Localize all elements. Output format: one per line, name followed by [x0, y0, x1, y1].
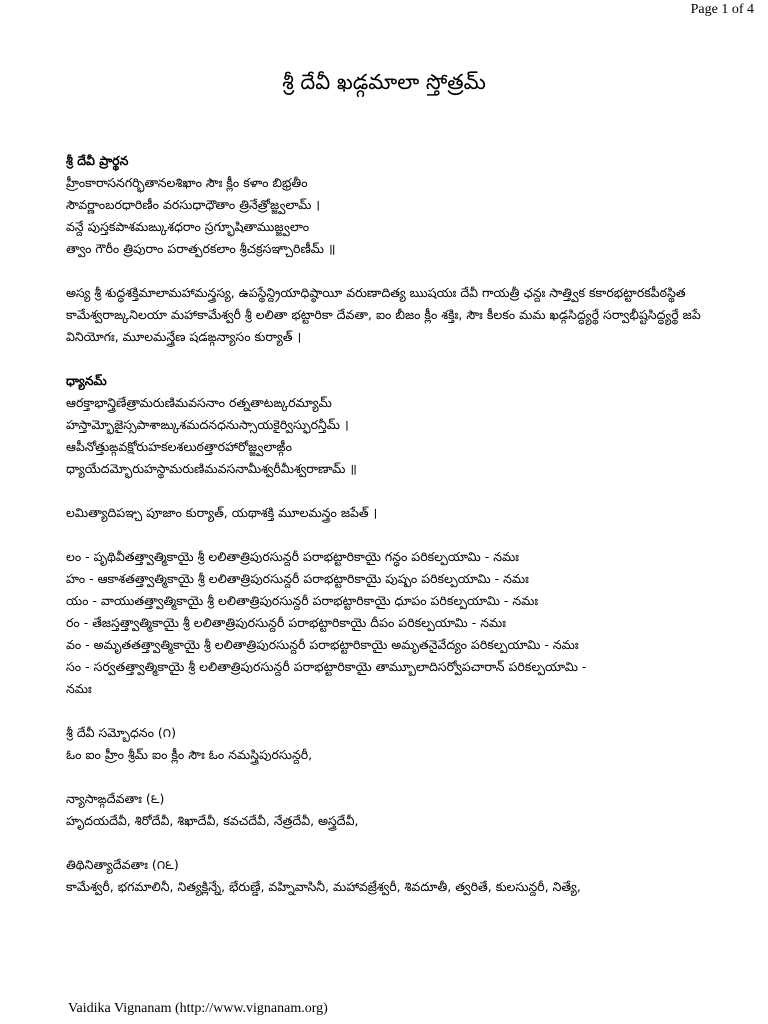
puja-line-end: నమః — [66, 681, 92, 696]
puja-line: లం - పృథివీతత్త్వాత్మికాయై శ్రీ లలితాత్రిపురసున్దరీ పరాభట్టారికాయై గన్ధం పరికల్పయామి - నమః — [66, 549, 519, 564]
puja-line: సం - సర్వతత్త్వాత్మికాయై శ్రీ లలితాత్రిపురసున్దరీ పరాభట్టారికాయై తామ్బూలాదిసర్వోపచారాన్ పరికల్పయామి - — [66, 659, 587, 674]
dhyanam-heading: ధ్యానమ్ — [66, 373, 107, 388]
prarthana-heading: శ్రీ దేవీ ప్రార్థన — [66, 153, 129, 168]
puja-intro: లమిత్యాదిపఞ్చ పూజాం కుర్యాత్, యథాశక్తి మూలమన్త్రం జపేత్ । — [66, 505, 378, 520]
viniyoga-paragraph — [66, 282, 748, 348]
sambodhanam-heading: శ్రీ దేవీ సమ్బోధనం (౧) — [66, 725, 176, 740]
puja-line: యం - వాయుతత్త్వాత్మికాయై శ్రీ లలితాత్రిపురసున్దరీ పరాభట్టారికాయై ధూపం పరికల్పయామి - నమః — [66, 593, 539, 608]
prarthana-line: సౌవర్ణాంబరధారిణీం వరసుధాధౌతాం త్రినేత్రోజ్జ్వలామ్ । — [66, 197, 321, 212]
puja-line: వం - అమృతతత్త్వాత్మికాయై శ్రీ లలితాత్రిపురసున్దరీ పరాభట్టారికాయై అమృతనైవేద్యం పరికల్పయామి - నమః — [66, 637, 579, 652]
footer: Vaidika Vignanam (http://www.vignanam.org) — [68, 1001, 328, 1016]
dhyanam-line: ధ్యాయేదమ్భోరుహస్థామరుణిమవసనామీశ్వరీమీశ్వరాణామ్ ॥ — [66, 461, 357, 476]
dhyanam-line: ఆపీనోత్తుఙ్గవక్షోరుహకలశలుఠత్తారహారోజ్జ్వలాఙ్గీం — [66, 439, 293, 454]
prarthana-line: వన్దే పుస్తకపాశమఙ్కుశధరాం స్రగ్భూషితాముజ్జ్వలాం — [66, 219, 310, 234]
puja-line: హం - ఆకాశతత్త్వాత్మికాయై శ్రీ లలితాత్రిపురసున్దరీ పరాభట్టారికాయై పుష్పం పరికల్పయామి - నమః — [66, 571, 529, 586]
puja-line: రం - తేజస్తత్త్వాత్మికాయై శ్రీ లలితాత్రిపురసున్దరీ పరాభట్టారికాయై దీపం పరికల్పయామి - నమః — [66, 615, 506, 630]
tithinitya-heading: తిథినిత్యాదేవతాః (౧౬) — [66, 857, 179, 872]
page-title: శ్రీ దేవీ ఖడ్గమాలా స్తోత్రమ్ — [282, 70, 486, 94]
nyasanga-heading: న్యాసాఙ్గదేవతాః (౬) — [66, 791, 165, 806]
document-body — [66, 150, 748, 898]
page-number: Page 1 of 4 — [690, 2, 754, 17]
prarthana-line: త్వాం గౌరీం త్రిపురాం పరాత్పరకలాం శ్రీచక్రసఞ్చారిణీమ్ ॥ — [66, 241, 336, 256]
dhyanam-line: హస్తామ్భోజైస్సపాశాఙ్కుశమదనధనుస్సాయకైర్విస్ఫురన్తీమ్ । — [66, 417, 349, 432]
dhyanam-line: ఆరక్తాభాన్త్రిణేత్రామరుణిమవసనాం రత్నతాటఙ్కరమ్యామ్ — [66, 395, 332, 410]
nyasanga-text: హృదయదేవీ, శిరోదేవీ, శిఖాదేవీ, కవచదేవీ, నేత్రదేవీ, అస్త్రదేవీ, — [66, 813, 359, 828]
tithinitya-text: కామేశ్వరీ, భగమాలినీ, నిత్యక్లిన్నే, భేరుణ్డే, వహ్నివాసినీ, మహావజ్రేశ్వరీ, శివదూతీ, త్వరితే, కులసున్దరీ, నిత్యే, — [66, 879, 581, 894]
prarthana-line: హ్రీంకారాసనగర్భితానలశిఖాం సౌః క్లీం కళాం బిభ్రతీం — [66, 175, 308, 190]
viniyoga-text: అస్య శ్రీ శుద్ధశక్తిమాలామహామన్త్రస్య, ఉపస్థేన్ద్రియాధిష్ఠాయీ వరుణాదిత్య ఋషయః దేవీ గాయత్రీ ఛన్దః సాత్త్విక కకారభట్టారకపీఠస్థిత కామేశ్వరాఙ్కనిలయా మహాకామేశ్వరీ శ్రీ లలితా భట్టారికా దేవతా, ఐం బీజం క్లీం శక్తిః, సౌః కీలకం మమ ఖడ్గసిద్ధ్యర్థే సర్వాభీష్టసిద్ధ్యర్థే జపే వినియోగః, మూలమన్త్రేణ షడఙ్గన్యాసం కుర్యాత్ । — [66, 285, 701, 344]
sambodhanam-text: ఓం ఐం హ్రీం శ్రీమ్ ఐం క్లీం సౌః ఓం నమస్త్రిపురసున్దరీ, — [66, 747, 313, 762]
